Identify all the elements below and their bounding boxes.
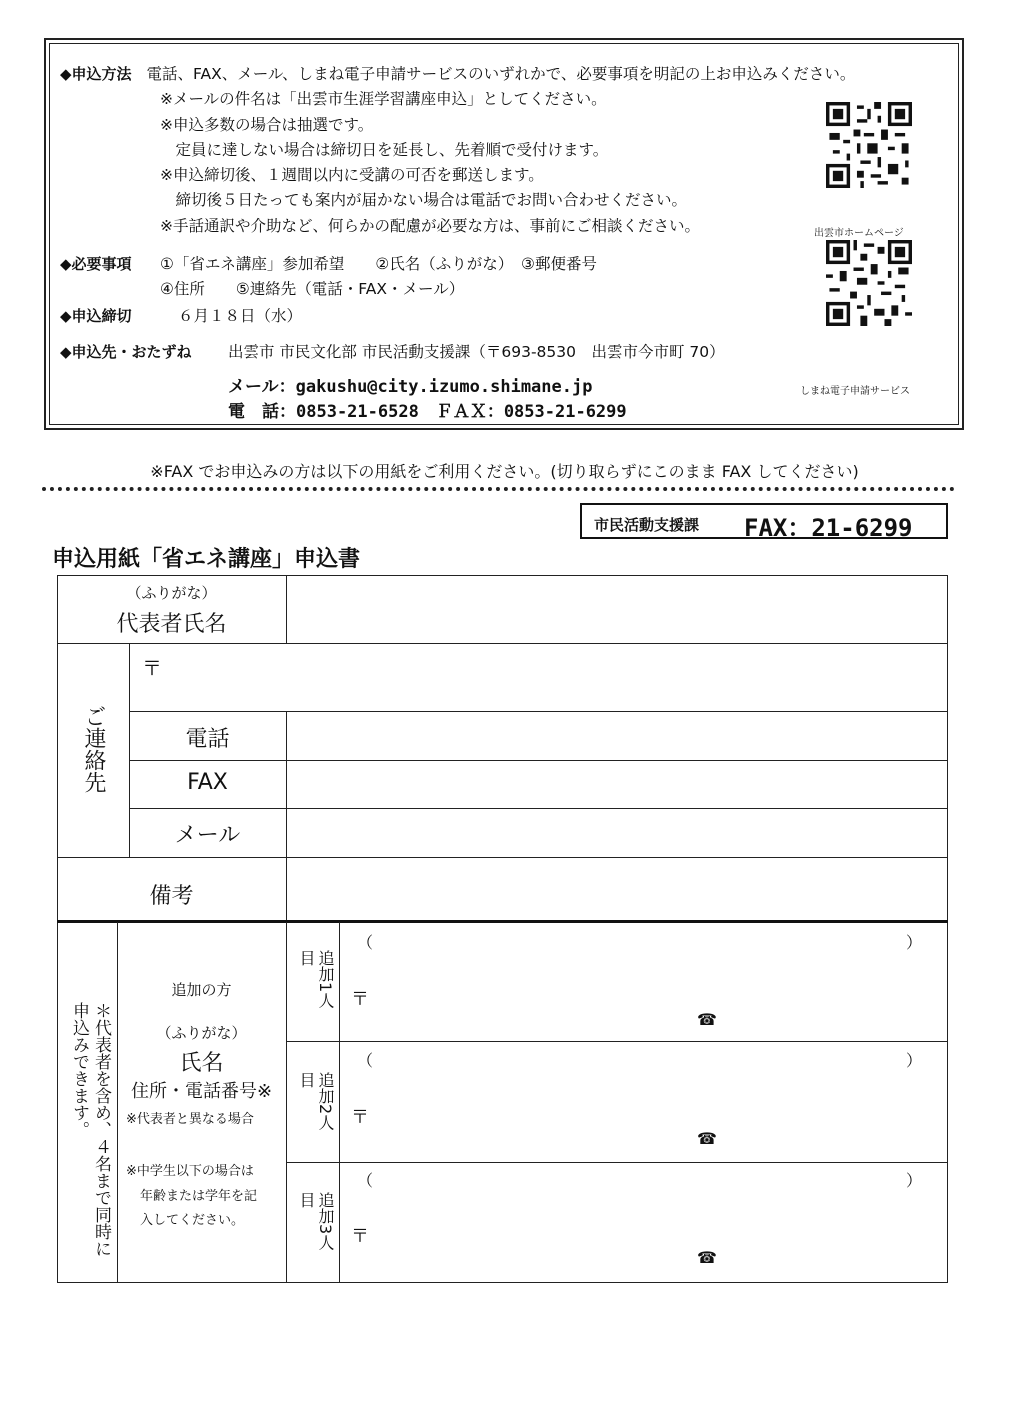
mail-field[interactable] [287, 809, 946, 856]
method-label: ◆申込方法 [60, 65, 132, 83]
contact-text: 出雲市 市民文化部 市民活動支援課（〒693-8530 出雲市今市町 70） [228, 343, 725, 361]
note-line: 締切後５日たっても案内が届かない場合は電話でお問い合わせください。 [160, 191, 688, 209]
additional-person-label: 追加の方 [171, 981, 232, 999]
required-label: ◆必要事項 [60, 255, 132, 273]
qr-caption-homepage: 出雲市ホームページ [814, 228, 904, 239]
additional-person-2-field[interactable] [340, 1042, 947, 1161]
fax-number-box [580, 503, 948, 542]
cut-line-divider [42, 487, 955, 491]
phone-icon: ☎ [697, 1248, 717, 1267]
additional-row-label: 追加3人目 [297, 1192, 335, 1251]
paren-close: ） [906, 1171, 923, 1190]
additional-row-label: 追加2人目 [297, 1072, 335, 1131]
tel-field[interactable] [287, 712, 946, 759]
postal-mark: 〒 [351, 1107, 369, 1128]
method-row [60, 64, 855, 84]
note-junior-high-3: 入してください。 [140, 1213, 245, 1228]
paren-close: ） [906, 933, 923, 952]
method-text: 電話、FAX、メール、しまね電子申請サービスのいずれかで、必要事項を明記の上お申込みください。 [146, 65, 856, 83]
note-junior-high-1: ※中学生以下の場合は [126, 1164, 254, 1179]
postal-mark: 〒 [351, 989, 369, 1010]
paren-open: （ [357, 1171, 374, 1190]
fax-label: FAX [187, 770, 228, 795]
qr-code-icon[interactable] [826, 102, 912, 188]
additional-person-3-field[interactable] [340, 1163, 947, 1281]
note-line: 定員に達しない場合は締切日を延長し、先着順で受付けます。 [160, 141, 609, 159]
qr-caption-eapplication: しまね電子申請サービス [800, 386, 910, 397]
note-line: ※メールの件名は「出雲市生涯学習講座申込」としてください。 [160, 90, 607, 108]
remarks-field[interactable] [287, 858, 946, 919]
note-if-different: ※代表者と異なる場合 [126, 1112, 254, 1127]
additional-furigana-label: （ふりがな） [156, 1024, 247, 1042]
phone-fax-line: 電 話：0853-21-6528 ＦＡＸ：0853-21-6299 [228, 402, 627, 422]
representative-name-label: 代表者氏名 [116, 612, 227, 637]
representative-name-field[interactable] [287, 576, 946, 642]
paren-open: （ [357, 1051, 374, 1070]
qr-code-icon[interactable] [826, 240, 912, 326]
note-line: ※申込締切後、１週間以内に受講の可否を郵送します。 [160, 166, 544, 184]
email-line[interactable]: メール：gakushu@city.izumo.shimane.jp [228, 377, 593, 397]
additional-name-label: 氏名 [179, 1051, 224, 1076]
required-line-2: ④住所 ⑤連絡先（電話・FAX・メール） [160, 280, 465, 298]
fax-box-number: FAX：21-6299 [744, 514, 913, 542]
deadline-text: ６月１８日（水） [178, 307, 303, 325]
additional-row-label: 追加1人目 [297, 950, 335, 1009]
mail-label: メール [174, 823, 241, 848]
phone-icon: ☎ [697, 1010, 717, 1029]
note-line: ※手話通訳や介助など、何らかの配慮が必要な方は、事前にご相談ください。 [160, 217, 700, 235]
phone-icon: ☎ [697, 1129, 717, 1148]
fax-box-label: 市民活動支援課 [594, 516, 700, 534]
fax-note: ※FAX でお申込みの方は以下の用紙をご利用ください。(切り取らずにこのまま FAX してください) [150, 462, 859, 481]
contact-vertical-label: ご連絡先 [81, 705, 106, 793]
furigana-label: （ふりがな） [126, 584, 217, 602]
deadline-label: ◆申込締切 [60, 307, 132, 325]
postal-mark: 〒 [351, 1226, 369, 1247]
required-line-1: ①「省エネ講座」参加希望 ②氏名（ふりがな） ③郵便番号 [160, 255, 597, 273]
contact-label: ◆申込先・おたずね [60, 343, 192, 361]
additional-person-1-field[interactable] [340, 923, 947, 1040]
paren-open: （ [357, 933, 374, 952]
side-note-max-four: ＊代表者を含め、４名まで同時に申込みできます。 [69, 1002, 111, 1257]
postal-mark: 〒 [142, 656, 162, 680]
note-junior-high-2: 年齢または学年を記 [140, 1189, 258, 1204]
paren-close: ） [906, 1051, 923, 1070]
note-line: ※申込多数の場合は抽選です。 [160, 116, 374, 134]
remarks-label: 備考 [149, 884, 194, 909]
form-title: 申込用紙「省エネ講座」申込書 [52, 547, 361, 572]
tel-label: 電話 [185, 727, 230, 752]
address-field[interactable] [160, 645, 946, 710]
additional-address-phone-label: 住所・電話番号※ [130, 1081, 273, 1102]
fax-field[interactable] [287, 761, 946, 807]
